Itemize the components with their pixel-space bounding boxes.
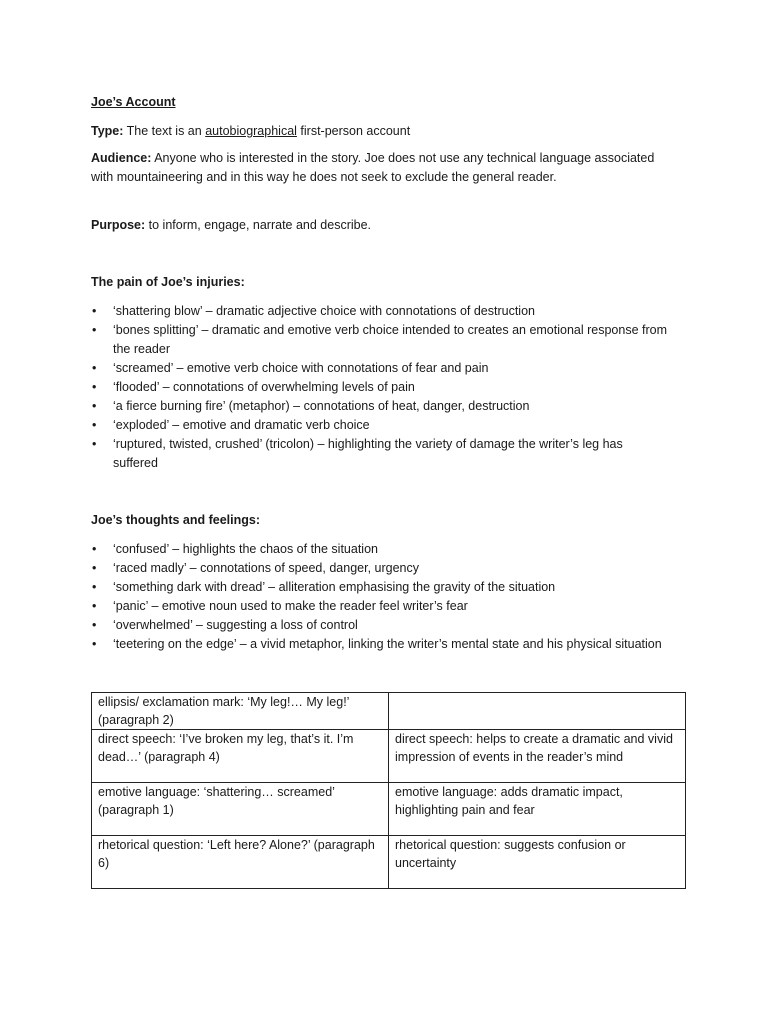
audience-text: Anyone who is interested in the story. Joe does not use any technical language associated with mountaineering and in this way he does not seek to exclude the general reader.	[91, 151, 655, 184]
list-item: • ‘screamed’ – emotive verb choice with connotations of fear and pain	[91, 359, 671, 378]
type-text-underlined: autobiographical	[205, 124, 297, 138]
table-cell-effect: emotive language: adds dramatic impact, highlighting pain and fear	[389, 783, 686, 836]
table-row	[92, 783, 686, 836]
purpose-text: to inform, engage, narrate and describe.	[145, 218, 372, 232]
thoughts-list	[91, 540, 671, 654]
purpose-label: Purpose:	[91, 218, 146, 232]
table-cell-effect	[389, 693, 686, 730]
table-row	[92, 730, 686, 783]
list-item: • ‘overwhelmed’ – suggesting a loss of control	[91, 616, 671, 635]
type-line	[91, 122, 671, 141]
techniques-table	[91, 692, 686, 889]
table-row	[92, 836, 686, 889]
list-item: • ‘shattering blow’ – dramatic adjective choice with connotations of destruction	[91, 302, 671, 321]
table-cell-technique: rhetorical question: ‘Left here? Alone?’ (paragraph 6)	[92, 836, 389, 889]
list-item: • ‘something dark with dread’ – alliteration emphasising the gravity of the situation	[91, 578, 671, 597]
document-title: Joe’s Account	[91, 95, 176, 109]
injuries-heading: The pain of Joe’s injuries:	[91, 275, 245, 289]
list-item: • ‘exploded’ – emotive and dramatic verb choice	[91, 416, 671, 435]
table-cell-technique: direct speech: ‘I’ve broken my leg, that’s it. I’m dead…’ (paragraph 4)	[92, 730, 389, 783]
list-item: • ‘panic’ – emotive noun used to make the reader feel writer’s fear	[91, 597, 671, 616]
purpose-line	[91, 216, 671, 235]
list-item: • ‘bones splitting’ – dramatic and emotive verb choice intended to creates an emotional response from the reader	[91, 321, 671, 359]
type-text-pre: The text is an	[123, 124, 206, 138]
thoughts-heading: Joe’s thoughts and feelings:	[91, 513, 260, 527]
list-item: • ‘ruptured, twisted, crushed’ (tricolon) – highlighting the variety of damage the writer’s leg has suffered	[91, 435, 671, 473]
audience-label: Audience:	[91, 151, 152, 165]
list-item: • ‘flooded’ – connotations of overwhelming levels of pain	[91, 378, 671, 397]
table-cell-effect: direct speech: helps to create a dramatic and vivid impression of events in the reader’s mind	[389, 730, 686, 783]
table-row	[92, 693, 686, 730]
list-item: • ‘raced madly’ – connotations of speed, danger, urgency	[91, 559, 671, 578]
table-cell-effect: rhetorical question: suggests confusion or uncertainty	[389, 836, 686, 889]
type-label: Type:	[91, 124, 124, 138]
table-cell-technique: ellipsis/ exclamation mark: ‘My leg!… My leg!’ (paragraph 2)	[92, 693, 389, 730]
table-cell-technique: emotive language: ‘shattering… screamed’ (paragraph 1)	[92, 783, 389, 836]
list-item: • ‘teetering on the edge’ – a vivid metaphor, linking the writer’s mental state and his physical situation	[91, 635, 671, 654]
list-item: • ‘confused’ – highlights the chaos of the situation	[91, 540, 671, 559]
audience-line	[91, 149, 671, 187]
list-item: • ‘a fierce burning fire’ (metaphor) – connotations of heat, danger, destruction	[91, 397, 671, 416]
injuries-list	[91, 302, 671, 473]
document-page	[91, 93, 671, 889]
type-text-post: first-person account	[296, 124, 411, 138]
